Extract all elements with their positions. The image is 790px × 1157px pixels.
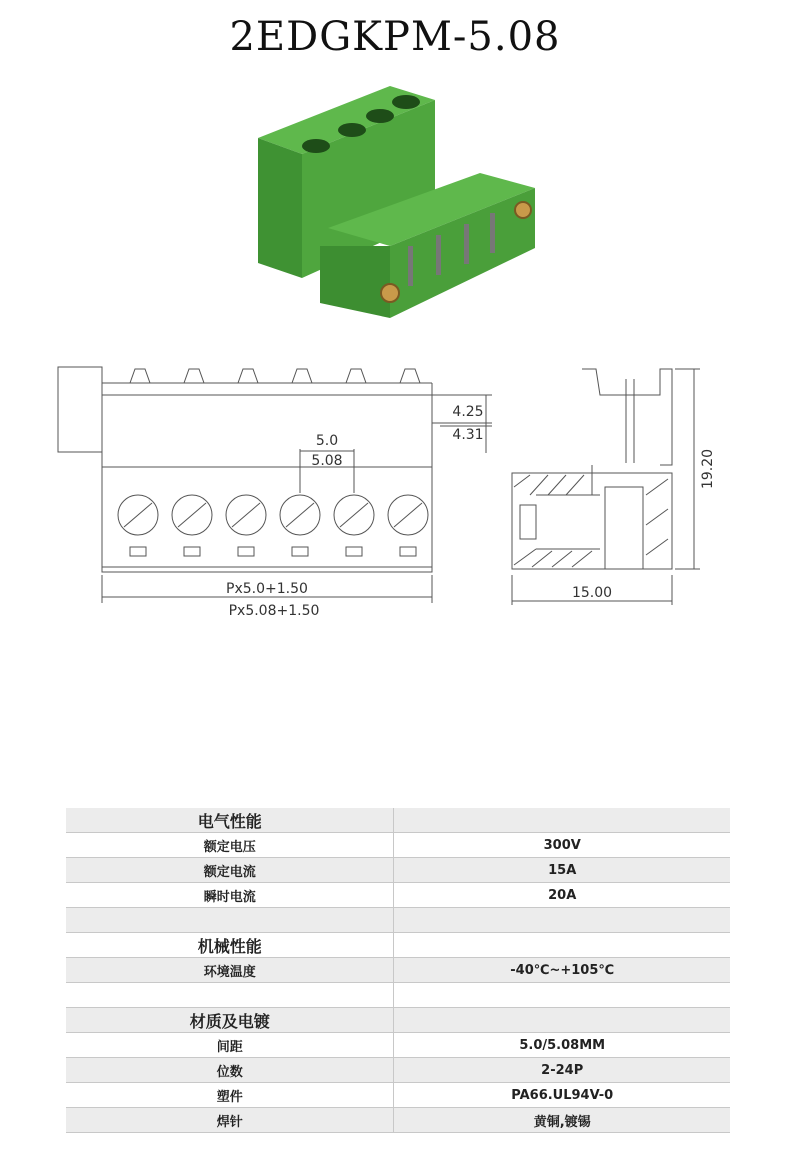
- header-front: [320, 246, 390, 318]
- product-photo: [240, 78, 550, 328]
- height-b-label: 4.31: [452, 427, 484, 443]
- spec-value: 15A: [394, 858, 730, 883]
- spec-label: 焊针: [66, 1108, 394, 1133]
- pin: [490, 213, 495, 253]
- spec-label: 机械性能: [66, 933, 394, 958]
- spec-label: 塑件: [66, 1083, 394, 1108]
- spec-row: [66, 958, 730, 983]
- pin: [436, 235, 441, 275]
- spec-label: 环境温度: [66, 958, 394, 983]
- pin: [408, 246, 413, 286]
- spec-value: [394, 1008, 730, 1033]
- spec-label: 材质及电镀: [66, 1008, 394, 1033]
- spec-value: 2-24P: [394, 1058, 730, 1083]
- spec-label: 电气性能: [66, 808, 394, 833]
- spec-label: [66, 983, 394, 1008]
- spec-label: [66, 908, 394, 933]
- page-title: 2EDGKPM-5.08: [229, 14, 561, 60]
- height-a-label: 4.25: [452, 404, 484, 420]
- spec-table: [66, 808, 730, 1133]
- spec-row: [66, 983, 730, 1008]
- housing-front: [258, 138, 302, 278]
- spec-value: 黄铜,镀锡: [394, 1108, 730, 1133]
- spec-label: 额定电流: [66, 858, 394, 883]
- spec-row: [66, 883, 730, 908]
- spec-value: -40℃~+105℃: [394, 958, 730, 983]
- screw-hole: [366, 109, 394, 123]
- spec-row: [66, 1083, 730, 1108]
- width-a-label: Px5.0+1.50: [226, 581, 308, 597]
- flange-insert: [515, 202, 531, 218]
- spec-value: [394, 808, 730, 833]
- screw-hole: [392, 95, 420, 109]
- spec-label: 瞬时电流: [66, 883, 394, 908]
- side-depth-label: 15.00: [571, 585, 613, 601]
- spec-value: 20A: [394, 883, 730, 908]
- spec-value: [394, 908, 730, 933]
- flange-insert: [381, 284, 399, 302]
- spec-row: [66, 908, 730, 933]
- spec-section-header: [66, 1008, 730, 1033]
- spec-section-header: [66, 808, 730, 833]
- spec-label: 间距: [66, 1033, 394, 1058]
- screw-hole: [302, 139, 330, 153]
- spec-row: [66, 1058, 730, 1083]
- spec-row: [66, 1108, 730, 1133]
- spec-section-header: [66, 933, 730, 958]
- width-b-label: Px5.08+1.50: [228, 603, 320, 619]
- spec-row: [66, 1033, 730, 1058]
- spec-value: [394, 983, 730, 1008]
- side-height-label: 19.20: [700, 448, 716, 490]
- screw-hole: [338, 123, 366, 137]
- pin: [464, 224, 469, 264]
- pitch-outer-label: 5.0: [315, 433, 339, 449]
- pitch-inner-label: 5.08: [311, 453, 343, 469]
- spec-row: [66, 858, 730, 883]
- spec-row: [66, 833, 730, 858]
- spec-value: PA66.UL94V-0: [394, 1083, 730, 1108]
- spec-value: [394, 933, 730, 958]
- spec-value: 300V: [394, 833, 730, 858]
- spec-label: 额定电压: [66, 833, 394, 858]
- technical-drawing: [0, 355, 790, 625]
- spec-value: 5.0/5.08MM: [394, 1033, 730, 1058]
- spec-label: 位数: [66, 1058, 394, 1083]
